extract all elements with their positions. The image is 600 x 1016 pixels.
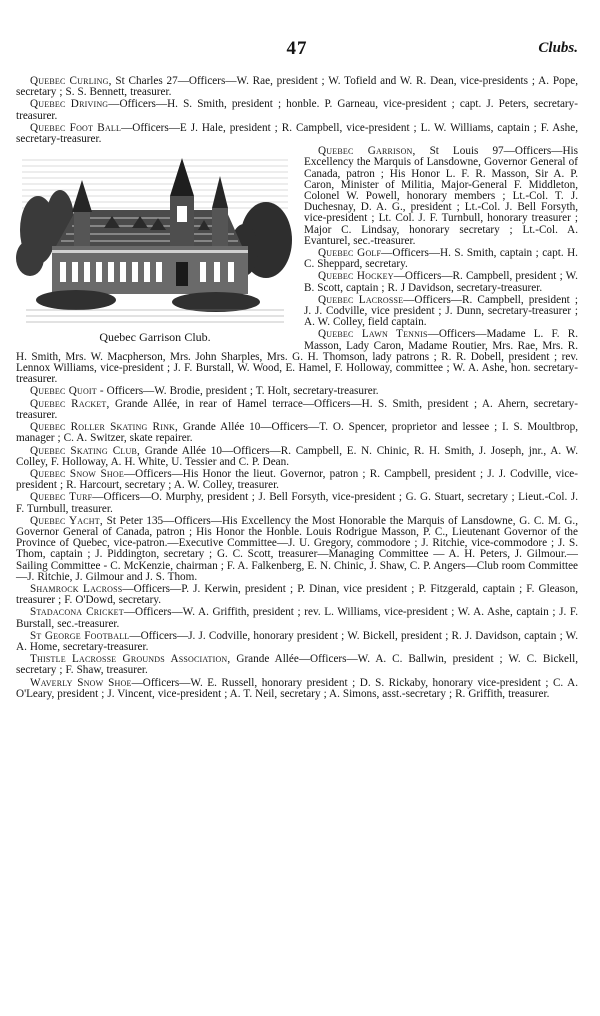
club-details: Grande Allée 10—Officers—R. Campbell, E. N. Chinic, R. H. Smith, J. Joseph, jnr., A. W. Colley, F. Holloway, A. H. White, U. Tessier and C. P. Dean.	[16, 444, 578, 468]
club-name: Quebec Hockey	[318, 270, 394, 283]
club-entry	[16, 422, 578, 444]
club-name: Quebec Racket,	[30, 397, 110, 410]
club-details: Grande Allée 10—Officers—T. O. Spencer, proprietor and lessee ; I. S. Moultbrop, manager ; C. A. Switzer, skate repairer.	[16, 421, 578, 445]
club-details: —Officers—R. Campbell, president ; J. J. Codville, vice president ; J. Dunn, secretary-treasurer ; A. W. Colley, field captain.	[304, 293, 578, 329]
club-details: Grande Allée, in rear of Hamel terrace—Officers—H. S. Smith, president ; A. Ahern, secretary-treasurer.	[16, 397, 578, 421]
club-name: Waverly Snow Shoe	[30, 676, 132, 689]
club-entry	[16, 678, 578, 700]
club-entry	[16, 584, 578, 606]
club-details: St Charles 27—Officers—W. Rae, president ; W. Tofield and W. R. Dean, vice-presidents ; A. Pope, secretary ; S. S. Bennett, treasurer.	[16, 75, 578, 99]
club-details: —Officers—R. Campbell, president ; W. B. Scott, captain ; R. J Davidson, secretary-treasurer.	[304, 270, 578, 294]
club-details: —Officers—W. E. Russell, honorary president ; D. S. Rickaby, honorary vice-president ; C. A. O'Leary, president ; J. Vincent, vice-president ; A. T. Neil, secretary ; A. Simons, asst.-secretary ; R. Griffith, treasurer.	[16, 676, 579, 700]
club-entry	[16, 492, 578, 514]
figure-caption: Quebec Garrison Club.	[99, 330, 211, 345]
club-details: —Officers—P. J. Kerwin, president ; P. Dinan, vice president ; P. Fitzgerald, captain ; F. Gleason, treasurer ; F. O'Dowd, secretary.	[16, 582, 579, 607]
club-details: —Officers—J. J. Codville, honorary president ; W. Bickell, president ; R. J. Davidson, captain ; W. A. Home, secretary-treasurer.	[16, 629, 578, 653]
club-name: Stadacona Cricket	[30, 606, 124, 619]
club-entry	[16, 99, 578, 121]
club-name: Quebec Driving	[30, 98, 109, 111]
club-entry	[16, 123, 578, 145]
club-entry	[16, 631, 578, 653]
club-details: St Louis 97—Officers—His Excellency the Marquis of Lansdowne, Governor General of Canada, patron ; His Honor L. F. R. Masson, Sir A. P. Caron, Minister of Militia, Major-General F. Middleton, Colonel W. Powell, honorary members ; Lt.-Col. T. J. Duchesnay, D. A. G., president ; Lt.-Col. J. Bell Forsyth, vice-president ; Lt. Col. J. F. Turnbull, honorary treasurer ; Major C. Lindsay, honorary secretary ; Lt.-Col. A. Evanturel, sec.-treasurer.	[304, 145, 578, 247]
club-name: Quebec Lacrosse	[318, 293, 404, 306]
club-entry	[16, 399, 578, 421]
club-name: Quebec Snow Shoe	[30, 467, 124, 480]
garrison-building-illustration	[16, 150, 294, 328]
club-name: Quebec Yacht,	[30, 514, 103, 527]
club-name: Quebec Lawn Tennis	[318, 328, 428, 341]
club-details: —Officers—His Honor the lieut. Governor, patron ; R. Campbell, president ; J. J. Codville, vice-president ; R. Harcourt, secretary ; A. W. Colley, treasurer.	[16, 467, 578, 492]
club-name: Shamrock Lacross	[30, 582, 123, 595]
club-name: Quebec Turf	[30, 491, 93, 504]
club-name: Thistle Lacrosse Grounds Association,	[30, 653, 231, 666]
club-details: —Officers—H. S. Smith, captain ; capt. H. C. Sheppard, secretary.	[304, 247, 578, 271]
page-number: 47	[286, 38, 308, 59]
club-entry	[16, 386, 578, 397]
club-name: Quebec Garrison,	[318, 145, 416, 158]
club-entry	[16, 446, 578, 468]
club-name: St George Football	[30, 629, 130, 642]
club-details: —Officers—E J. Hale, president ; R. Campbell, vice-president ; L. W. Williams, captain ; F. Ashe, secretary-treasurer.	[16, 121, 578, 146]
running-title: Clubs.	[538, 40, 578, 56]
club-details: —Officers—H. S. Smith, president ; honble. P. Garneau, vice-president ; capt. J. Peters, secretary-treasurer.	[16, 98, 578, 122]
club-entry	[16, 76, 578, 98]
club-entry	[16, 607, 578, 629]
garrison-club-engraving	[16, 150, 294, 343]
club-details: - Officers—W. Brodie, president ; T. Holt, secretary-treasurer.	[96, 385, 379, 398]
club-details: —Officers—O. Murphy, president ; J. Bell Forsyth, vice-president ; G. G. Stuart, secretary ; Lieut.-Col. J. F. Turnbull, treasurer.	[16, 491, 578, 515]
club-entry	[16, 469, 578, 491]
club-name: Quebec Foot Ball	[30, 121, 122, 134]
club-listing	[16, 76, 578, 701]
club-name: Quebec Curling,	[30, 75, 112, 87]
club-entry	[16, 654, 578, 676]
club-name: Quebec Skating Club,	[30, 444, 141, 457]
page-header	[16, 38, 578, 60]
club-details: —Officers—Madame L. F. R. Masson, Lady Caron, Madame Routier, Mrs. Rae, Mrs. R. H. Smith, Mrs. W. Macpherson, Mrs. John Sharples, Mrs. G. H. Thomson, lady patrons ; R. R. Dobell, president ; rev. Lennox Williams, vice-president ; J. F. Burstall, W. Wood, E. Hamel, F. Holloway, committee ; W. A. Ashe, hon. secretary-treasurer.	[16, 328, 578, 386]
club-details: St Peter 135—Officers—His Excellency the Most Honorable the Marquis of Lansdowne, G. C. M. G., Governor General of Canada, patron ; His Honor the Honble. Louis Rodrigue Masson, P. C., Lieutenant Governor of the Province of Quebec, vice-patron.—Executive Committee—J. U. Gregory, commodore ; J. Ritchie, vice-commodore ; J. S. Thom, captain ; J. Piddington, secretary ; G. C. Scott, treasurer—Managing Committee — A. H. Peters, J. Gilmour.—Sailing Committee - C. McKenzie, chairman ; F. A. Falkenberg, E. N. Chinic, J. Shaw, C. P. Angers—Club room Committee—J. Ritchie, J. Gilmour and J. S. Thom.	[16, 514, 578, 583]
club-details: Grande Allée—Officers—W. A. C. Ballwin, president ; W. C. Bickell, secretary ; F. Shaw, treasurer.	[16, 653, 578, 677]
club-entry	[16, 516, 578, 583]
club-name: Quebec Golf	[318, 247, 382, 260]
club-name: Quebec Quoit	[30, 385, 97, 398]
club-details: —Officers—W. A. Griffith, president ; rev. L. Williams, vice-president ; W. A. Ashe, captain ; J. F. Burstall, sec.-treasurer.	[16, 606, 578, 630]
club-name: Quebec Roller Skating Rink,	[30, 421, 179, 434]
